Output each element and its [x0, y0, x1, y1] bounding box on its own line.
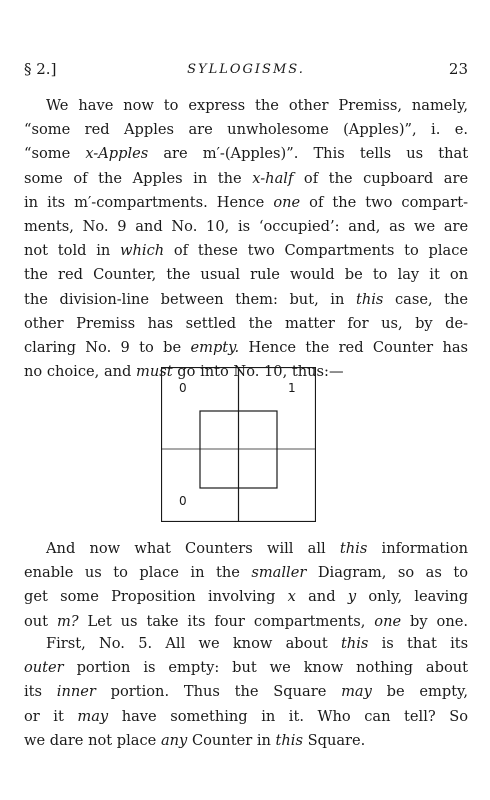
page [24, 0, 468, 800]
text-line: not told in which of these two Compartments to place [24, 242, 469, 260]
paragraph-first-compartment [24, 632, 468, 753]
text-line: the division-line between them: but, in this case, the [24, 290, 469, 308]
text-line: the red Counter, the usual rule would be to lay it on [24, 266, 469, 284]
text-line: And now what Counters will all this information [46, 540, 469, 557]
running-header [24, 60, 468, 84]
syllogism-diagram [161, 367, 316, 522]
text-line: we dare not place any Counter in this Square. [24, 731, 366, 749]
text-line: claring No. 9 to be empty. Hence the red Counter has [24, 339, 469, 357]
text-line: in its m′-compartments. Hence one of the two compart- [24, 193, 469, 211]
text-line: First, No. 5. All we know about this is that its [46, 635, 469, 652]
paragraph-premiss [24, 94, 468, 384]
text-line: its inner portion. Thus the Square may be empty, [24, 683, 469, 701]
paragraph-counters [24, 537, 468, 634]
text-line: no choice, and must go into No. 10, thus:— [24, 363, 344, 381]
text-line: some of the Apples in the x-half of the cupboard are [24, 169, 469, 187]
text-line: “some x-Apples are m′-(Apples)”. This tells us that [24, 145, 469, 163]
section-mark: § 2.] [24, 60, 57, 78]
running-title: SYLLOGISMS. [187, 62, 305, 77]
cell-label-top-left: 0 [179, 381, 187, 395]
page-number: 23 [448, 60, 468, 78]
text-line: enable us to place in the smaller Diagram, so as to [24, 564, 468, 582]
text-line: or it may have something in it. Who can tell? So [24, 707, 469, 725]
text-line: “some red Apples are unwholesome (Apples)”, i. e. [24, 121, 469, 139]
text-line: get some Proposition involving x and y only, leaving [24, 588, 469, 606]
cell-label-top-right: 1 [288, 381, 296, 395]
text-line: other Premiss has settled the matter for us, by de- [24, 314, 469, 332]
text-line: out m? Let us take its four compartments, one by one. [24, 612, 468, 630]
text-line: We have now to express the other Premiss, namely, [46, 97, 469, 114]
text-line: ments, No. 9 and No. 10, is ‘occupied’: and, as we are [24, 218, 469, 236]
cell-label-bottom-left: 0 [179, 494, 187, 508]
text-line: outer portion is empty: but we know nothing about [24, 659, 468, 677]
